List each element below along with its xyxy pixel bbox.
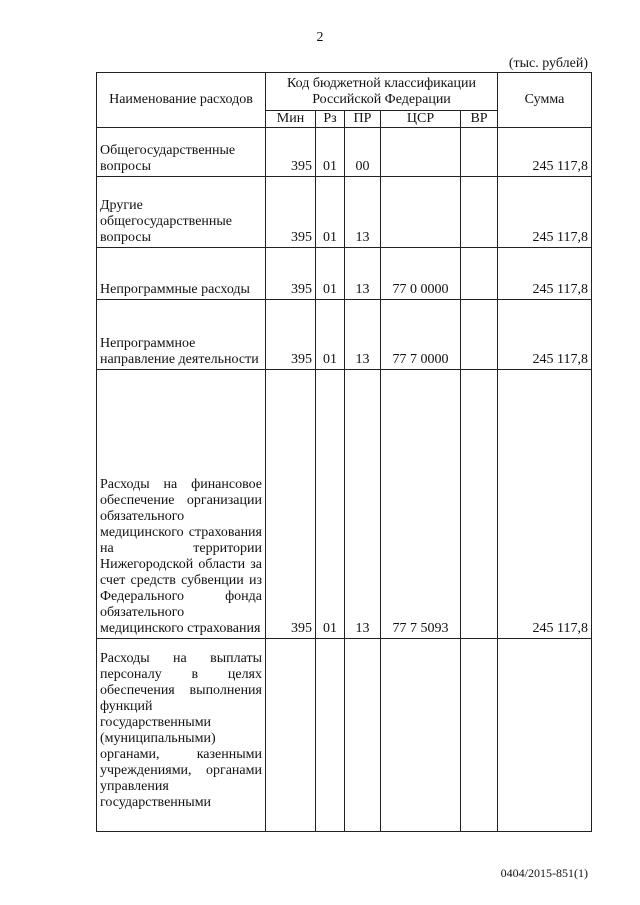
row-vr (461, 248, 498, 300)
row-rz: 01 (316, 177, 345, 248)
row-sum: 245 117,8 (498, 370, 592, 639)
row-rz: 01 (316, 300, 345, 370)
table-row (97, 370, 592, 639)
header-pr: ПР (345, 111, 381, 128)
row-pr (345, 639, 381, 832)
table-row (97, 128, 592, 177)
row-rz: 01 (316, 370, 345, 639)
row-name: Общегосударственные вопросы (97, 128, 266, 177)
row-vr (461, 177, 498, 248)
row-sum (498, 639, 592, 832)
row-name: Непрограммные расходы (97, 248, 266, 300)
header-min: Мин (266, 111, 316, 128)
header-code-group: Код бюджетной классификации Российской Федерации (266, 73, 498, 111)
row-min (266, 639, 316, 832)
row-vr (461, 128, 498, 177)
row-vr (461, 300, 498, 370)
row-pr: 13 (345, 248, 381, 300)
row-name: Расходы на выплаты персоналу в целях обеспечения выполнения функций государственными (муниципальными) органами, казенными учреждениями, органами управления государственными (97, 639, 266, 832)
table-row (97, 300, 592, 370)
row-min: 395 (266, 370, 316, 639)
row-min: 395 (266, 248, 316, 300)
table-row (97, 639, 592, 832)
row-pr: 13 (345, 300, 381, 370)
units-label: (тыс. рублей) (508, 56, 588, 71)
row-pr: 00 (345, 128, 381, 177)
row-csr: 77 0 0000 (381, 248, 461, 300)
row-csr (381, 128, 461, 177)
header-name: Наименование расходов (97, 73, 266, 128)
row-csr: 77 7 5093 (381, 370, 461, 639)
row-min: 395 (266, 300, 316, 370)
row-min: 395 (266, 128, 316, 177)
row-min: 395 (266, 177, 316, 248)
table-row (97, 248, 592, 300)
header-vr: ВР (461, 111, 498, 128)
row-pr: 13 (345, 177, 381, 248)
row-name: Непрограммное направление деятельности (97, 300, 266, 370)
header-rz: Рз (316, 111, 345, 128)
row-name: Расходы на финансовое обеспечение организации обязательного медицинского страхования на территории Нижегородской области за счет средств субвенции из Федерального фонда обязательного медицинского страхования (97, 370, 266, 639)
page-number: 2 (316, 30, 324, 45)
row-sum: 245 117,8 (498, 177, 592, 248)
budget-table (96, 72, 592, 832)
row-vr (461, 370, 498, 639)
row-pr: 13 (345, 370, 381, 639)
document-code: 0404/2015-851(1) (500, 866, 588, 880)
row-csr: 77 7 0000 (381, 300, 461, 370)
header-sum: Сумма (498, 73, 592, 128)
table-row (97, 177, 592, 248)
row-csr (381, 177, 461, 248)
row-csr (381, 639, 461, 832)
row-sum: 245 117,8 (498, 248, 592, 300)
row-rz: 01 (316, 248, 345, 300)
header-csr: ЦСР (381, 111, 461, 128)
row-name: Другие общегосударственные вопросы (97, 177, 266, 248)
row-rz (316, 639, 345, 832)
row-vr (461, 639, 498, 832)
row-sum: 245 117,8 (498, 128, 592, 177)
row-rz: 01 (316, 128, 345, 177)
row-sum: 245 117,8 (498, 300, 592, 370)
